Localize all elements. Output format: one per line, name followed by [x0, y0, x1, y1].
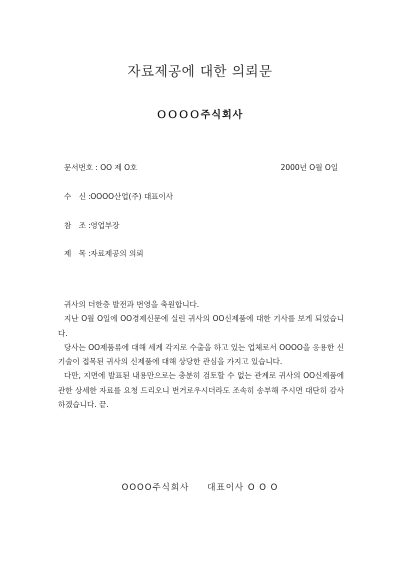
- subject-row: [64, 248, 144, 259]
- recipient-label: 수 신 :: [64, 192, 91, 201]
- subject-label: 제 목 :: [64, 249, 91, 258]
- recipient-value: OOOO산업(주) 대표이사: [90, 192, 173, 201]
- body-paragraph-3: 당사는 OO제품류에 대해 세계 각지로 수출을 하고 있는 업체로서 OOOO을 응용한 신기술이 접목된 귀사의 신제품에 대해 상당한 관심을 가지고 있습니다.: [58, 342, 344, 367]
- doc-number: 문서번호 : OO 제 O호: [64, 163, 138, 172]
- reference-label: 참 조 :: [64, 221, 91, 230]
- document-title: 자료제공에 대한 의뢰문: [127, 64, 273, 80]
- recipient-row: [64, 191, 173, 202]
- letter-body: [58, 298, 344, 412]
- body-paragraph-1: 귀사의 더한층 발전과 번영을 축원합니다.: [64, 300, 200, 309]
- signature-title: 대표이사 O O O: [207, 483, 279, 493]
- signature-company: OOOO주식회사: [121, 483, 190, 493]
- body-paragraph-2: 지난 O월 O일에 OO경제신문에 실린 귀사의 OO신제품에 대한 기사를 보게 되었습니다.: [58, 314, 344, 338]
- subject-value: 자료제공의 의뢰: [90, 249, 144, 258]
- reference-row: [64, 220, 119, 231]
- body-paragraph-4: 다만, 지면에 발표된 내용만으로는 충분히 검토할 수 없는 관계로 귀사의 OO신제품에 관한 상세한 자료를 요청 드리오니 번거로우시더라도 조속히 송부해 주시면 대단히 감사하겠습니다. 끝.: [58, 371, 344, 410]
- doc-date: 2000년 O월 O일: [280, 163, 338, 172]
- signature-block: [0, 481, 400, 493]
- company-header: ＯＯＯＯ주식회사: [156, 110, 244, 121]
- reference-value: 영업부장: [90, 221, 120, 230]
